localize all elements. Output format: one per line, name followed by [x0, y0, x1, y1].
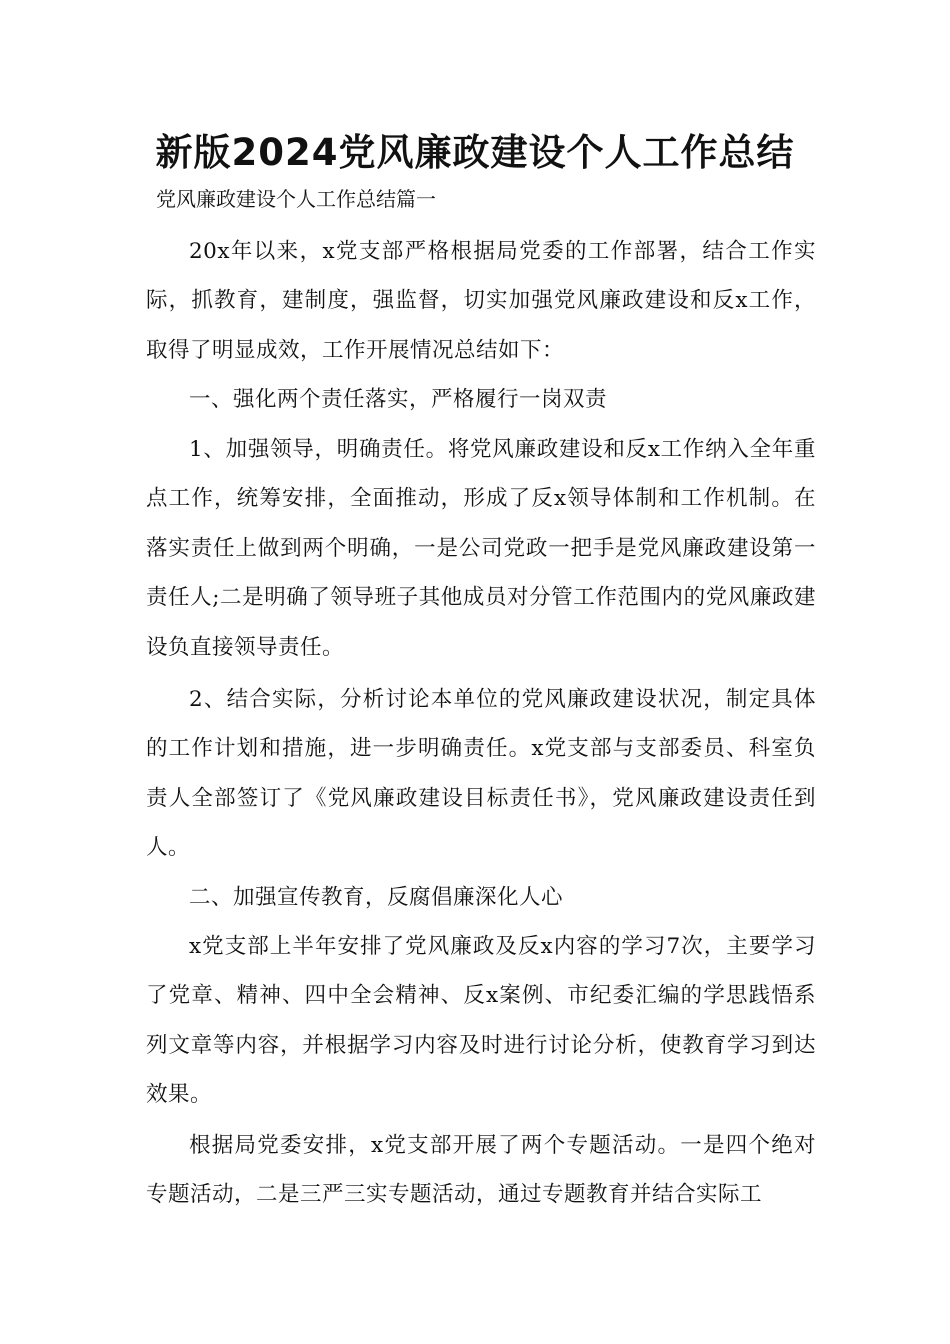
paragraph-special-activities: 根据局党委安排，x党支部开展了两个专题活动。一是四个绝对专题活动，二是三严三实专题活动，通过专题教育并结合实际工 [146, 1133, 816, 1208]
paragraph-study: x党支部上半年安排了党风廉政及反x内容的学习7次，主要学习了党章、精神、四中全会精神、反x案例、市纪委汇编的学思践悟系列文章等内容，并根据学习内容及时进行讨论分析，使教育学习到达效果。 [146, 934, 816, 1108]
paragraph-leadership: 1、加强领导，明确责任。将党风廉政建设和反x工作纳入全年重点工作，统筹安排，全面推动，形成了反x领导体制和工作机制。在落实责任上做到两个明确，一是公司党政一把手是党风廉政建设第一责任人;二是明确了领导班子其他成员对分管工作范围内的党风廉政建设负直接领导责任。 [146, 437, 816, 660]
document-subtitle: 党风廉政建设个人工作总结篇一 [156, 187, 436, 211]
paragraph-intro: 20x年以来，x党支部严格根据局党委的工作部署，结合工作实际，抓教育，建制度，强监督，切实加强党风廉政建设和反x工作，取得了明显成效，工作开展情况总结如下： [146, 239, 816, 363]
paragraph-planning: 2、结合实际，分析讨论本单位的党风廉政建设状况，制定具体的工作计划和措施，进一步明确责任。x党支部与支部委员、科室负责人全部签订了《党风廉政建设目标责任书》，党风廉政建设责任到人。 [146, 687, 816, 861]
section-heading-2: 二、加强宣传教育，反腐倡廉深化人心 [189, 885, 564, 910]
document-title: 新版2024党风廉政建设个人工作总结 [155, 131, 795, 174]
section-heading-1: 一、强化两个责任落实，严格履行一岗双责 [189, 387, 608, 412]
